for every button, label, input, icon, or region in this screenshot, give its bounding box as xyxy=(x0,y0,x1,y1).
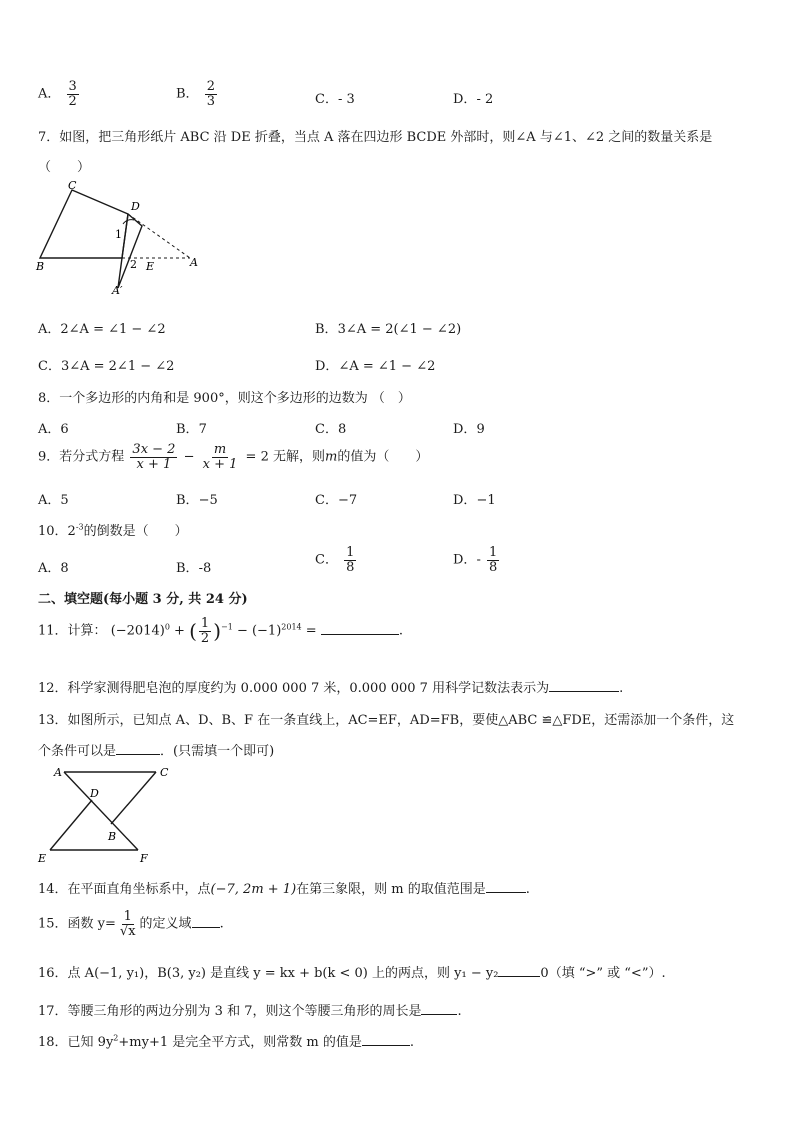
label-c: C xyxy=(68,179,77,192)
option-text: −7 xyxy=(337,493,358,508)
option-letter: C． xyxy=(315,422,338,437)
option-letter: A． xyxy=(38,322,61,337)
label-c: C xyxy=(160,766,169,779)
q10-tail: 的倒数是（ ） xyxy=(83,524,188,539)
q11-term-3: − (−1) xyxy=(236,623,282,639)
option-text: 2∠A = ∠1 − ∠2 xyxy=(60,322,166,337)
denominator: 2 xyxy=(200,630,210,646)
q16-stem xyxy=(38,962,666,981)
q17-text: 17．等腰三角形的两边分别为 3 和 7，则这个等腰三角形的周长是 xyxy=(38,1004,422,1019)
answer-blank[interactable] xyxy=(116,742,160,755)
dashed-da xyxy=(128,214,190,258)
q18-text-post: +my+1 是完全平方式，则常数 m 的值是 xyxy=(118,1035,362,1050)
option-text: 8 xyxy=(60,561,69,576)
section-heading: 二、填空题(每小题 3 分, 共 24 分) xyxy=(38,592,248,607)
q9-option-d xyxy=(453,489,496,508)
label-e: E xyxy=(38,852,47,865)
label-1: 1 xyxy=(115,228,122,241)
q15-stem xyxy=(38,910,224,938)
q6-option-b xyxy=(176,80,219,108)
q8-option-b xyxy=(176,418,207,437)
q16-text-1: 16．点 A(−1, y₁)，B(3, y₂) 是直线 y = kx + b(k < 0) 上的两点，则 y₁ − y₂ xyxy=(38,966,499,981)
option-letter: B． xyxy=(176,561,199,576)
numerator: 1 xyxy=(200,616,210,631)
q9-prefix: 9．若分式方程 xyxy=(38,449,125,465)
q8-stem: 8．一个多边形的内角和是 900°，则这个多边形的边数为 （ ） xyxy=(38,391,411,406)
answer-blank[interactable] xyxy=(486,880,526,893)
q9-tail: 的值为（ ） xyxy=(337,449,429,465)
period: . xyxy=(619,681,624,696)
numerator: 1 xyxy=(123,909,132,924)
denominator: √x xyxy=(119,923,136,939)
fraction xyxy=(487,546,499,574)
q9-option-c xyxy=(315,489,357,508)
quad-bcde xyxy=(40,190,128,258)
q6-option-d xyxy=(453,88,493,107)
period: . xyxy=(409,1035,414,1050)
q12-stem xyxy=(38,677,623,696)
numerator: 1 xyxy=(346,545,355,560)
q10-option-d xyxy=(453,546,501,574)
fraction xyxy=(67,80,79,108)
option-letter: B． xyxy=(176,86,199,102)
option-letter: D． xyxy=(453,422,477,437)
option-text: 6 xyxy=(60,422,69,437)
q9-option-b xyxy=(176,489,218,508)
q15-text-pre: 15．函数 y= xyxy=(38,916,116,932)
label-b: B xyxy=(36,260,45,273)
period: . xyxy=(525,882,530,897)
segment-af xyxy=(64,772,138,850)
q13-text-b: ．(只需填一个即可) xyxy=(160,744,275,759)
option-text: - 2 xyxy=(476,92,494,107)
label-e: E xyxy=(146,260,155,273)
q11-exp-3: 2014 xyxy=(281,622,302,632)
option-letter: C． xyxy=(315,92,338,107)
q10-option-c xyxy=(315,546,358,574)
option-letter: D． xyxy=(453,552,477,568)
answer-blank[interactable] xyxy=(192,915,220,928)
q10-exponent: -3 xyxy=(75,522,84,532)
label-f: F xyxy=(140,852,148,865)
option-letter: A． xyxy=(38,493,61,508)
option-letter: D． xyxy=(315,359,339,374)
option-text: - 3 xyxy=(337,92,355,107)
q14-text-pre: 14．在平面直角坐标系中，点 xyxy=(38,882,211,897)
option-text: 7 xyxy=(198,422,207,437)
option-text: −1 xyxy=(476,493,496,508)
q14-point: (−7, 2m + 1) xyxy=(210,882,297,897)
q10-option-b xyxy=(176,557,211,576)
answer-blank[interactable] xyxy=(549,679,619,692)
q11-prefix: 11．计算： xyxy=(38,623,107,639)
q7-figure xyxy=(30,180,210,298)
period: . xyxy=(219,916,224,932)
numerator: 1 xyxy=(488,545,498,560)
option-letter: C． xyxy=(315,493,338,508)
denominator: x + 1 xyxy=(202,456,238,472)
option-letter: B． xyxy=(176,422,199,437)
label-a: A xyxy=(54,766,62,779)
q11-exp-2: −1 xyxy=(221,622,233,632)
numerator: m xyxy=(213,442,227,457)
angle-1-arc xyxy=(123,220,134,224)
q18-exponent: 2 xyxy=(113,1033,119,1043)
option-letter: C． xyxy=(315,552,338,568)
period: . xyxy=(398,623,403,639)
denominator: 8 xyxy=(488,559,498,575)
option-letter: D． xyxy=(453,493,477,508)
label-2: 2 xyxy=(130,258,137,271)
q9-fraction-2 xyxy=(201,443,240,471)
denominator: 2 xyxy=(68,93,77,109)
q13-stem-line1: 13．如图所示，已知点 A、D、B、F 在一条直线上，AC=EF，AD=FB，要使△ABC ≌△FDE，还需添加一个条件，这 xyxy=(38,713,735,728)
option-text: 3∠A = 2∠1 − ∠2 xyxy=(60,359,175,374)
q8-option-c xyxy=(315,418,346,437)
q16-text-2: 0（填 “>” 或 “<”）. xyxy=(540,966,666,981)
folded-triangle xyxy=(118,214,142,288)
answer-blank[interactable] xyxy=(421,1002,457,1015)
fraction xyxy=(205,80,217,108)
q10-option-a xyxy=(38,557,69,576)
option-text: 3∠A = 2(∠1 − ∠2) xyxy=(337,322,462,337)
q9-option-a xyxy=(38,489,69,508)
answer-blank[interactable] xyxy=(362,1033,410,1046)
q18-stem xyxy=(38,1031,414,1050)
q15-text-post: 的定义域 xyxy=(139,916,192,932)
option-text: 5 xyxy=(60,493,69,508)
segment-cb xyxy=(111,772,156,824)
label-d: D xyxy=(131,200,140,213)
option-letter: A． xyxy=(38,561,61,576)
q12-text: 12．科学家测得肥皂泡的厚度约为 0.000 000 7 米，0.000 000 7 用科学记数法表示为 xyxy=(38,681,550,696)
q13-stem-line2 xyxy=(38,740,274,759)
option-text: 9 xyxy=(476,422,485,437)
numerator: 3x − 2 xyxy=(132,442,176,457)
denominator: 8 xyxy=(346,559,355,575)
q7-stem-line1: 7．如图，把三角形纸片 ABC 沿 DE 折叠，当点 A 落在四边形 BCDE 外部时，则∠A 与∠1、∠2 之间的数量关系是 xyxy=(38,130,713,145)
q13-text-a: 个条件可以是 xyxy=(38,744,117,759)
segment-ed xyxy=(50,800,92,850)
option-letter: A． xyxy=(38,86,61,102)
q7-option-a xyxy=(38,318,166,337)
q11-stem: 11．计算： $(-2014)^0$ + ( $\frac{1}{2}$ )$^{-1} - (-1)^{2014}$ = . xyxy=(38,616,403,646)
q18-text-pre: 18．已知 9y xyxy=(38,1035,114,1050)
denominator: x + 1 xyxy=(136,456,172,472)
fraction xyxy=(344,546,356,574)
answer-blank[interactable] xyxy=(498,964,540,977)
denominator: 3 xyxy=(206,93,215,109)
q9-fraction-1 xyxy=(130,443,177,471)
option-letter: B． xyxy=(315,322,338,337)
q14-stem xyxy=(38,878,530,897)
option-text: 8 xyxy=(337,422,347,437)
minus-sign: - xyxy=(476,552,481,568)
option-letter: B． xyxy=(176,493,199,508)
option-letter: D． xyxy=(453,92,477,107)
period: . xyxy=(457,1004,462,1019)
q13-figure xyxy=(36,762,169,866)
q6-option-c xyxy=(315,88,355,107)
q7-option-b xyxy=(315,318,461,337)
q9-variable-m: m xyxy=(324,449,338,465)
option-letter: A． xyxy=(38,422,61,437)
plus-sign: + xyxy=(174,623,185,639)
q11-exp-1: 0 xyxy=(164,622,170,632)
q11-fraction xyxy=(199,617,211,645)
numerator: 3 xyxy=(68,79,77,94)
label-b: B xyxy=(108,830,117,843)
q8-option-d xyxy=(453,418,485,437)
q11-term-1: (−2014) xyxy=(110,623,165,639)
label-a-prime: A′ xyxy=(112,284,123,297)
q8-option-a xyxy=(38,418,69,437)
option-text: −5 xyxy=(198,493,218,508)
option-letter: C． xyxy=(38,359,61,374)
q7-option-d xyxy=(315,355,435,374)
q15-fraction xyxy=(118,910,138,938)
numerator: 2 xyxy=(206,79,215,94)
q10-base: 10．2 xyxy=(38,524,76,539)
option-text: -8 xyxy=(198,561,212,576)
q6-option-a xyxy=(38,80,81,108)
q10-stem xyxy=(38,520,188,539)
label-d: D xyxy=(90,787,99,800)
answer-blank[interactable] xyxy=(321,622,399,635)
equals-sign: = xyxy=(305,623,317,639)
q9-suffix: = 2 无解，则 xyxy=(245,449,325,465)
q7-option-c xyxy=(38,355,174,374)
minus-sign: − xyxy=(183,449,195,465)
label-a: A xyxy=(190,256,198,269)
q17-stem xyxy=(38,1000,462,1019)
q14-text-post: 在第三象限，则 m 的取值范围是 xyxy=(296,882,486,897)
q9-stem xyxy=(38,443,428,471)
option-text: ∠A = ∠1 − ∠2 xyxy=(338,359,436,374)
q7-stem-line2: （ ） xyxy=(38,160,91,175)
